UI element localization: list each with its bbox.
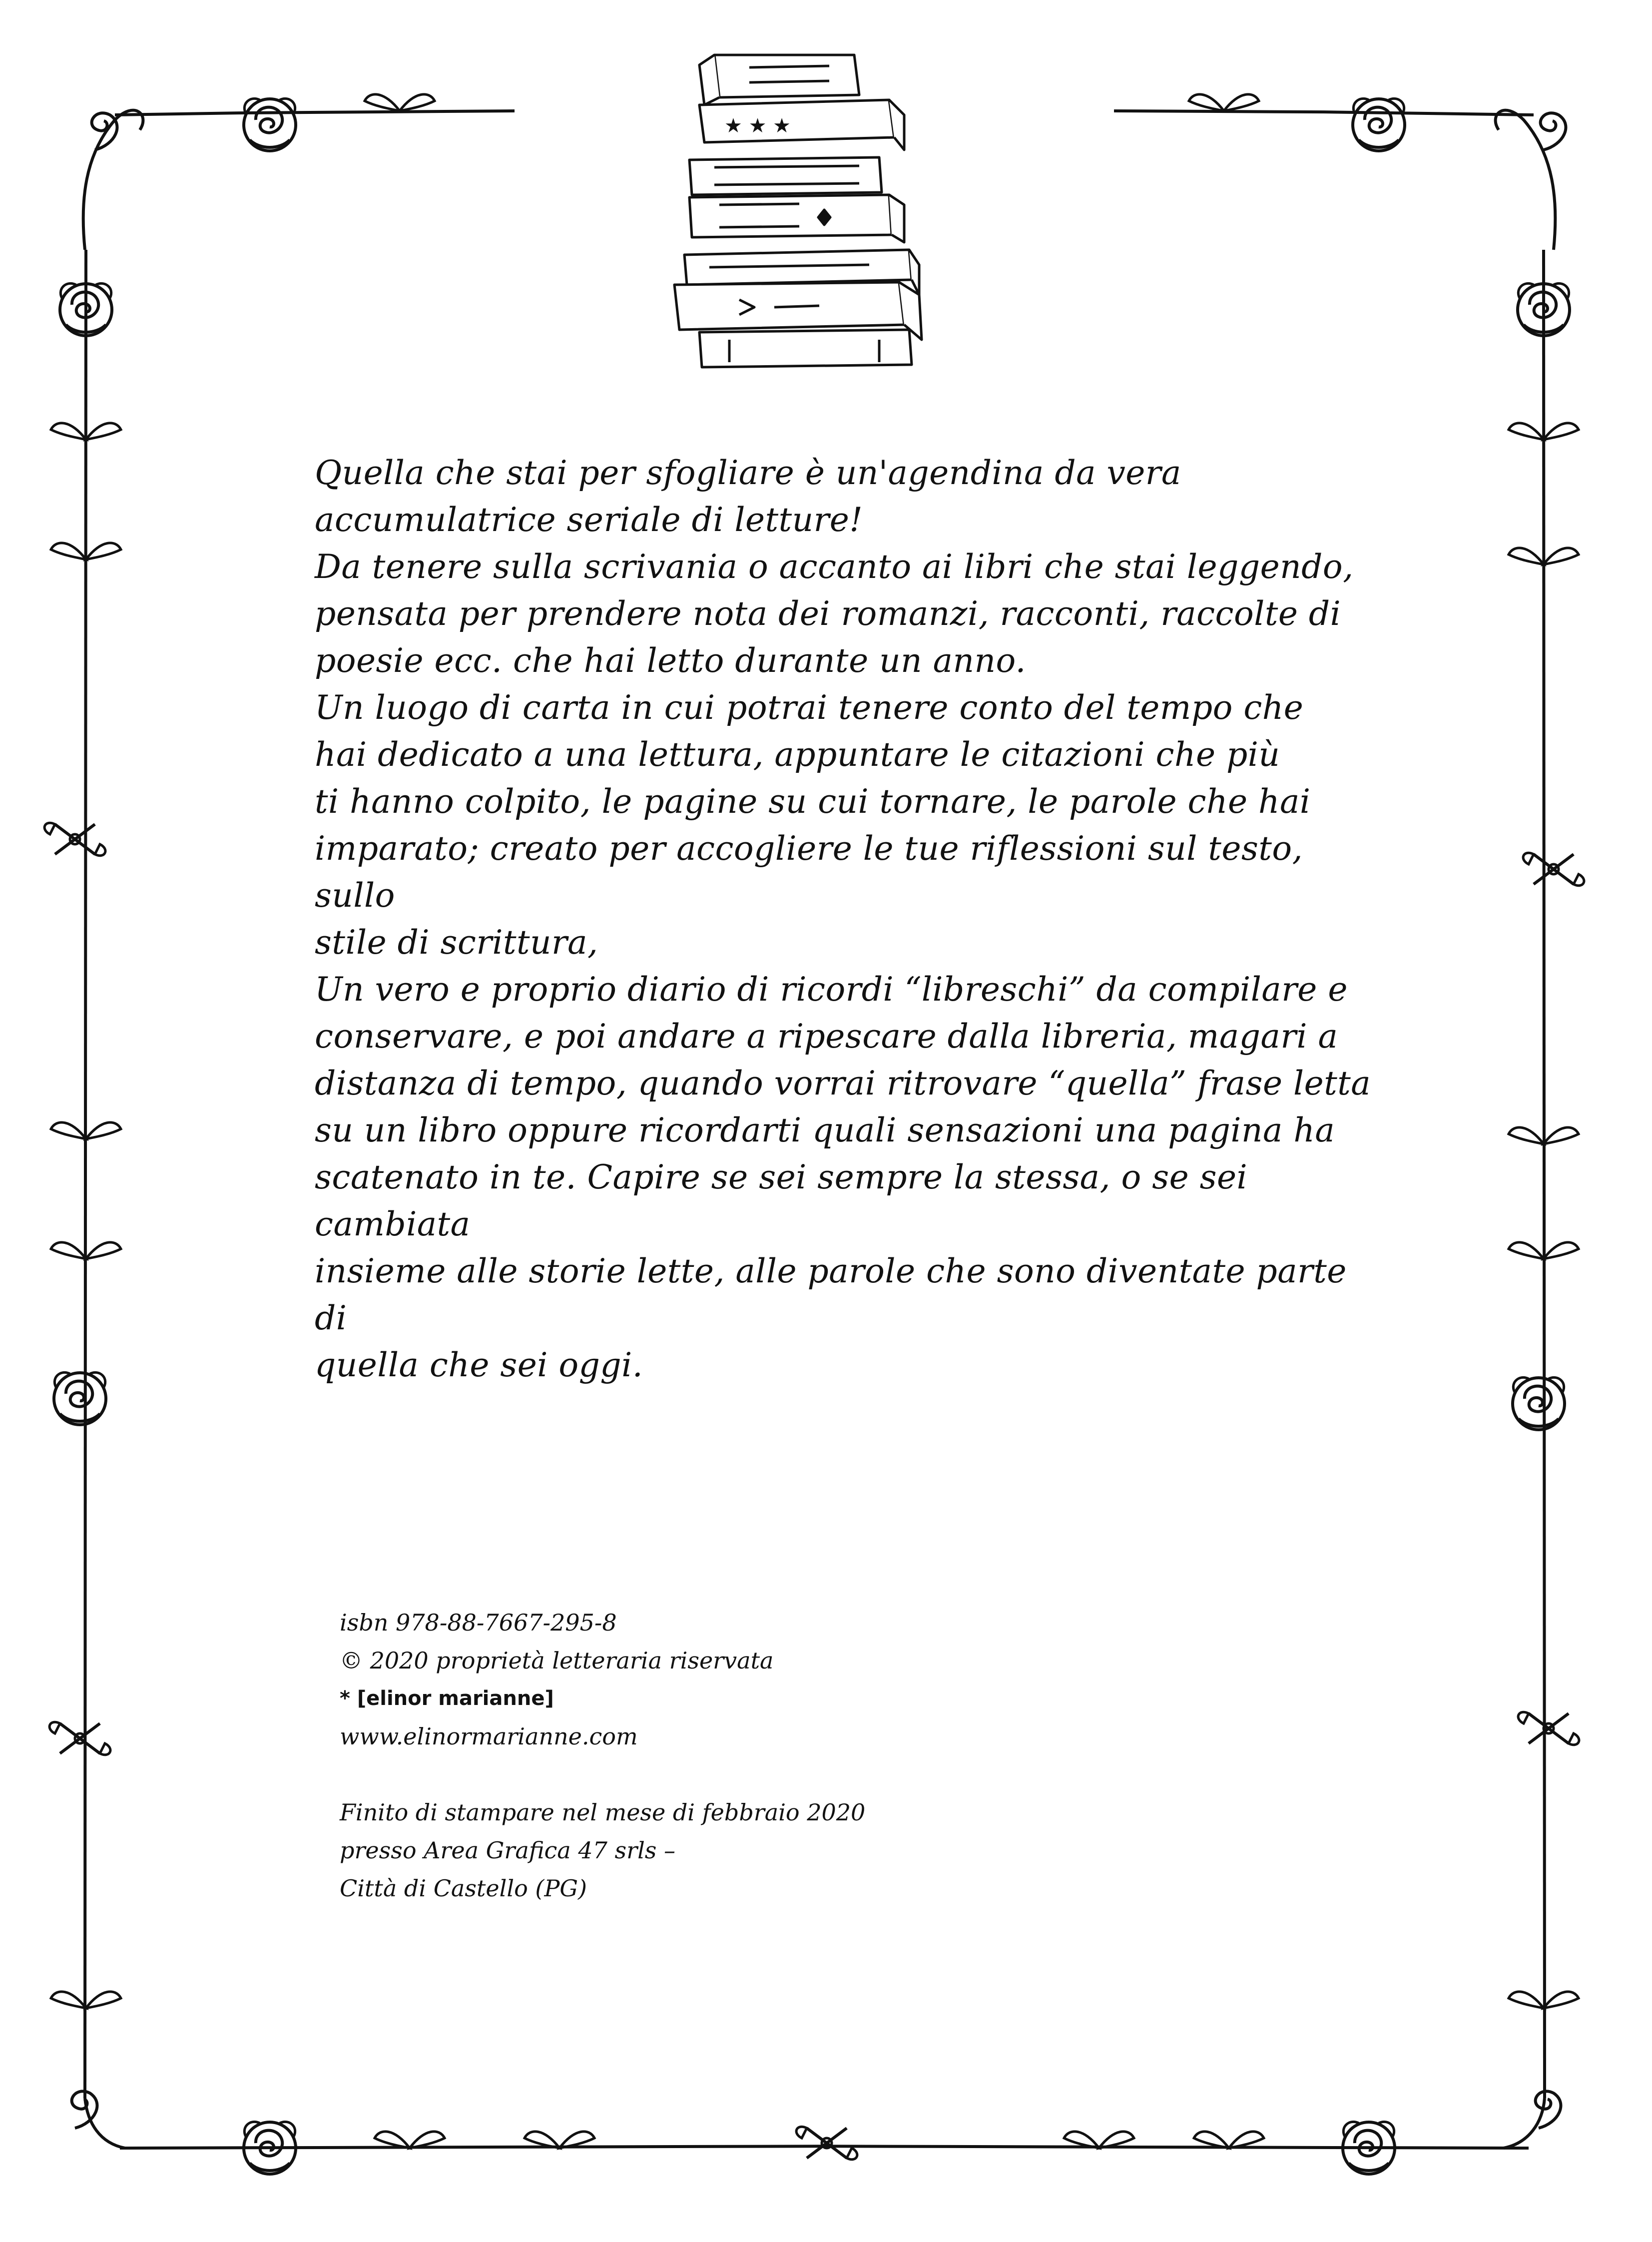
intro-paragraph: Quella che stai per sfogliare è un'agendina da vera accumulatrice seriale di letture! bbox=[315, 454, 1181, 539]
intro-paragraph: Un vero e proprio diario di ricordi “libreschi” da compilare e conservare, e poi andare a ripescare dalla libreria, magari a distanza di tempo, quando vorrai ritrovare “quella” frase letta su un libro oppure ricordarti quali sensazioni una pagina ha scatenato in te. Capire se sei sempre la stessa, o se sei cambiata insieme alle storie lette, alle parole che sono diventate parte di quella che sei oggi. bbox=[315, 970, 1371, 1384]
print-info-line: Finito di stampare nel mese di febbraio 2020 bbox=[340, 1799, 866, 1826]
book-stack-icon bbox=[669, 45, 929, 370]
intro-paragraph: Da tenere sulla scrivania o accanto ai libri che stai leggendo, pensata per prendere nota dei romanzi, racconti, raccolte di poesie ecc. che hai letto durante un anno. bbox=[315, 548, 1354, 680]
spacer bbox=[340, 1755, 1189, 1793]
copyright-notice: © 2020 proprietà letteraria riservata bbox=[340, 1647, 774, 1674]
svg-text:★ ★ ★: ★ ★ ★ bbox=[724, 114, 791, 137]
intro-paragraph: Un luogo di carta in cui potrai tenere conto del tempo che hai dedicato a una lettura, appuntare le citazioni che più ti hanno colpito, le pagine su cui tornare, le parole che hai imparato; creato per accogliere le tue riflessioni sul testo, sullo stile di scrittura, bbox=[315, 688, 1311, 962]
print-info-line: Città di Castello (PG) bbox=[340, 1875, 587, 1902]
website-link[interactable]: www.elinormarianne.com bbox=[340, 1723, 638, 1750]
isbn: isbn 978-88-7667-295-8 bbox=[340, 1609, 617, 1636]
publisher-brand: * [elinor marianne] bbox=[340, 1687, 554, 1710]
colophon bbox=[340, 1604, 1189, 1907]
print-info-line: presso Area Grafica 47 srls – bbox=[340, 1837, 676, 1864]
intro-text bbox=[315, 450, 1374, 1389]
